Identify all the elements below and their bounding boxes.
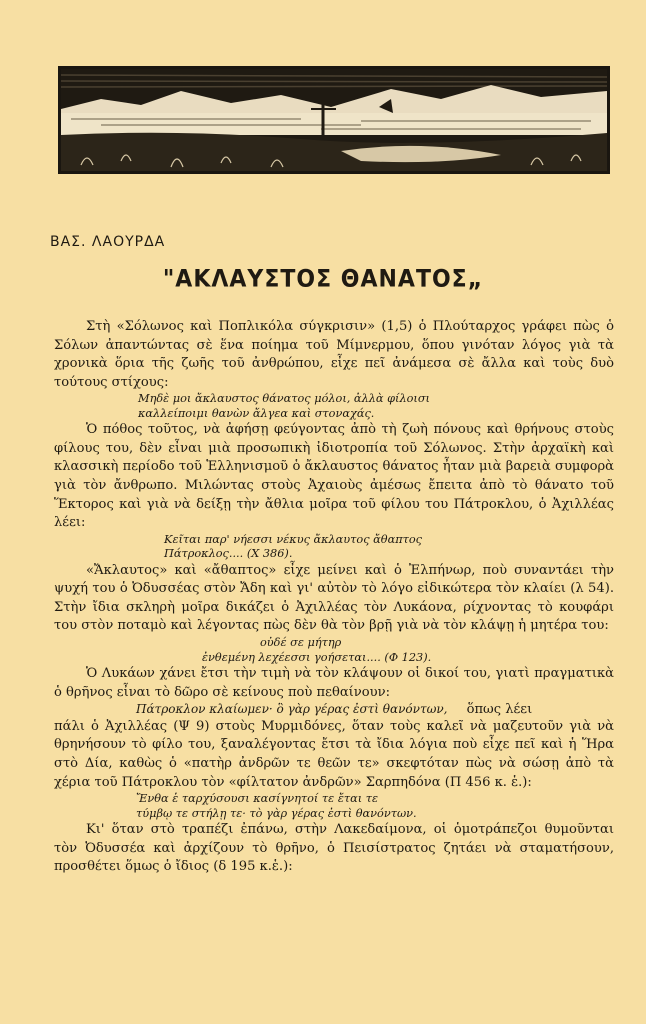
paragraph: πάλι ὁ Ἀχιλλέας (Ψ 9) στοὺς Μυρμιδόνες, ὅταν τοὺς καλεῖ νὰ μαζευτοῦν γιὰ νὰ θρηνήσουν τὸ φίλο του, ξαναλέγοντας ἔτσι τὰ ἴδια λόγια ποὺ εἶχε πεῖ καὶ ἡ Ἥρα στὸ Δία, καθὼς ὁ «πατὴρ ἀνδρῶν τε θεῶν τε» σκεφτόταν πὼς νὰ σώσῃ ἀπὸ τὰ χέρια τοῦ Πάτροκλου τὸν «φίλτατον ἀνδρῶν» Σαρπηδόνα (Π 456 κ. ἑ.):: [54, 718, 614, 790]
paragraph: Στὴ «Σόλωνος καὶ Ποπλικόλα σύγκρισιν» (1,5) ὁ Πλούταρχος γράφει πὼς ὁ Σόλων ἀπαντώντας σὲ ἕνα ποίημα τοῦ Μίμνερμου, ὅπου γινόταν λόγος γιὰ τὰ χρονικὰ ὅρια τῆς ζωῆς τοῦ ἀνθρώπου, εἶχε πεῖ ἀνάμεσα σὲ ἄλλα καὶ τοὺς δυὸ τούτους στίχους:: [54, 319, 614, 390]
header-illustration: [58, 66, 610, 174]
verse-line: τύμβῳ τε στήλῃ τε· τὸ γὰρ γέρας ἐστὶ θανόντων.: [136, 806, 417, 820]
paragraph: Ὁ πόθος τοῦτος, νὰ ἀφήσῃ φεύγοντας ἀπὸ τὴ ζωὴ πόνους καὶ θρήνους στοὺς φίλους του, δὲν εἶναι μιὰ προσωπικὴ ἰδιοτροπία τοῦ Σόλωνος. Στὴν ἀρχαϊκὴ καὶ κλασσικὴ περίοδο τοῦ Ἑλληνισμοῦ ὁ ἄκλαυστος θάνατος ἦταν μιὰ βαρειὰ συμφορὰ γιὰ τὸν ἄνθρωπο. Μιλώντας στοὺς Ἀχαιοὺς ἀμέσως ἔπειτα ἀπὸ τὸ θάνατο τοῦ Ἕκτορος καὶ γιὰ νὰ δείξῃ τὴν ἄθλια μοῖρα τοῦ φίλου του Πάτροκλου, ὁ Ἀχιλλέας λέει:: [54, 422, 614, 531]
verse-line: οὐδέ σε μήτηρ: [260, 636, 342, 650]
verse-line: Ἔνθα ἑ ταρχύσουσι κασίγνητοί τε ἔται τε: [136, 792, 379, 806]
article-body: [54, 318, 614, 877]
landscape-illustration-icon: [61, 69, 607, 171]
verse-line: Κεῖται παρ' νήεσσι νέκυς ἄκλαυτος ἄθαπτος: [164, 532, 423, 546]
paragraph: «Ἄκλαυτος» καὶ «ἄθαπτος» εἶχε μείνει καὶ ὁ Ἐλπήνωρ, ποὺ συναντάει τὴν ψυχή του ὁ Ὀδυσσέας στὸν Ἄδη καὶ γι' αὐτὸν τὸ λόγο εἰδικώτερα τὸν κλαίει (λ 54). Στὴν ἴδια σκληρὴ μοῖρα δικάζει ὁ Ἀχιλλέας τὸν Λυκάονα, ρίχνοντας τὸ κουφάρι του στὸν ποταμὸ καὶ λέγοντας πὼς δὲν θὰ τὸν βρῇ γιὰ νὰ τὸν κλάψῃ ἡ μητέρα του:: [54, 562, 614, 634]
paragraph: Ὁ Λυκάων χάνει ἔτσι τὴν τιμὴ νὰ τὸν κλάψουν οἱ δικοί του, γιατὶ πραγματικὰ ὁ θρῆνος εἶναι τὸ δῶρο σὲ κείνους ποὺ πεθαίνουν:: [54, 666, 614, 700]
paragraph: Κι' ὅταν στὸ τραπέζι ἐπάνω, στὴν Λακεδαίμονα, οἱ ὁμοτράπεζοι θυμοῦνται τὸν Ὀδυσσέα καὶ ἀρχίζουν τὸ θρῆνο, ὁ Πεισίστρατος ζητάει νὰ σταματήσουν, προσθέτει ὅμως ὁ ἴδιος (δ 195 κ.ἑ.):: [54, 822, 614, 875]
verse-line: Πάτροκλος.... (Χ 386).: [164, 547, 293, 561]
verse-line: [54, 702, 614, 718]
article-title: "ΑΚΛΑΥΣΤΟΣ ΘΑΝΑΤΟΣ„: [162, 265, 484, 294]
verse-line: ἐνθεμένη λεχέεσσι γοήσεται.... (Φ 123).: [202, 650, 432, 664]
author-name: ΒΑΣ. ΛΑΟΥΡΔΑ: [50, 234, 166, 250]
verse-continuation: ὅπως λέει: [466, 702, 533, 718]
verse-line: καλλείποιμι θανὼν ἄλγεα καὶ στοναχάς.: [138, 406, 375, 420]
verse-line: Μηδὲ μοι ἄκλαυστος θάνατος μόλοι, ἀλλὰ φίλοισι: [138, 392, 430, 406]
verse-text: Πάτροκλον κλαίωμεν· ὃ γὰρ γέρας ἐστὶ θανόντων,: [136, 702, 448, 717]
